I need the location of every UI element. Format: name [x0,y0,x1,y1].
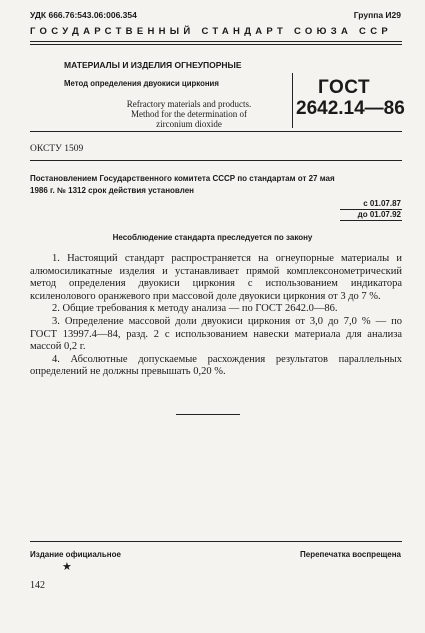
reprint-note: Перепечатка воспрещена [300,550,401,559]
okstu-code: ОКСТУ 1509 [30,144,84,154]
title-en-line: Method for the determination of [131,109,247,119]
header-rule-bottom [30,44,402,45]
paragraph: 3. Определение массовой доли двуокиси циркония от 3,0 до 7,0 % — по ГОСТ 13997.4—84, разд. 2 с использованием навески материала для анализа массой 0,2 г. [30,315,402,353]
end-rule [176,414,240,415]
method-title-ru: Метод определения двуокиси циркония [64,79,219,88]
okstu-rule [30,160,402,161]
title-en-line: Refractory materials and products. [126,99,252,109]
group-code: Группа И29 [353,10,401,20]
validity-to: до 01.07.92 [357,210,401,219]
validity-from: с 01.07.87 [363,199,401,208]
gost-number: 2642.14—86 [296,98,405,119]
edition-note: Издание официальное [30,550,121,559]
body-text [30,253,402,379]
footer-rule [30,541,402,542]
decree-line: 1986 г. № 1312 срок действия установлен [30,186,194,195]
star-icon: ★ [62,561,72,573]
standard-title: ГОСУДАРСТВЕННЫЙ СТАНДАРТ СОЮЗА ССР [30,26,393,37]
paragraph: 4. Абсолютные допускаемые расхождения результатов параллельных определений не должны превышать 0,20 %. [30,353,402,378]
paragraph: 2. Общие требования к методу анализа — по ГОСТ 2642.0—86. [52,303,338,315]
violation-notice: Несоблюдение стандарта преследуется по закону [112,233,313,242]
title-en-line: zirconium dioxide [156,119,222,129]
paragraph: 1. Настоящий стандарт распространяется на огнеупорные материалы и алюмосиликатные изделия и устанавливает прямой комплексонометрический метод определения двуокиси циркония с использованием индикатора ксиленолового оранжевого при массовой доле двуокиси циркония от 3 до 7 %. [30,253,402,302]
page-number: 142 [30,580,45,591]
category-title: МАТЕРИАЛЫ И ИЗДЕЛИЯ ОГНЕУПОРНЫЕ [64,60,242,70]
decree-line: Постановлением Государственного комитета СССР по стандартам от 27 мая [30,174,335,183]
validity-rule [340,220,402,221]
udk-code: УДК 666.76:543.06:006.354 [30,10,137,20]
title-divider [292,73,293,128]
title-block-rule [30,131,402,132]
header-rule-top [30,41,402,42]
gost-label: ГОСТ [318,77,371,98]
